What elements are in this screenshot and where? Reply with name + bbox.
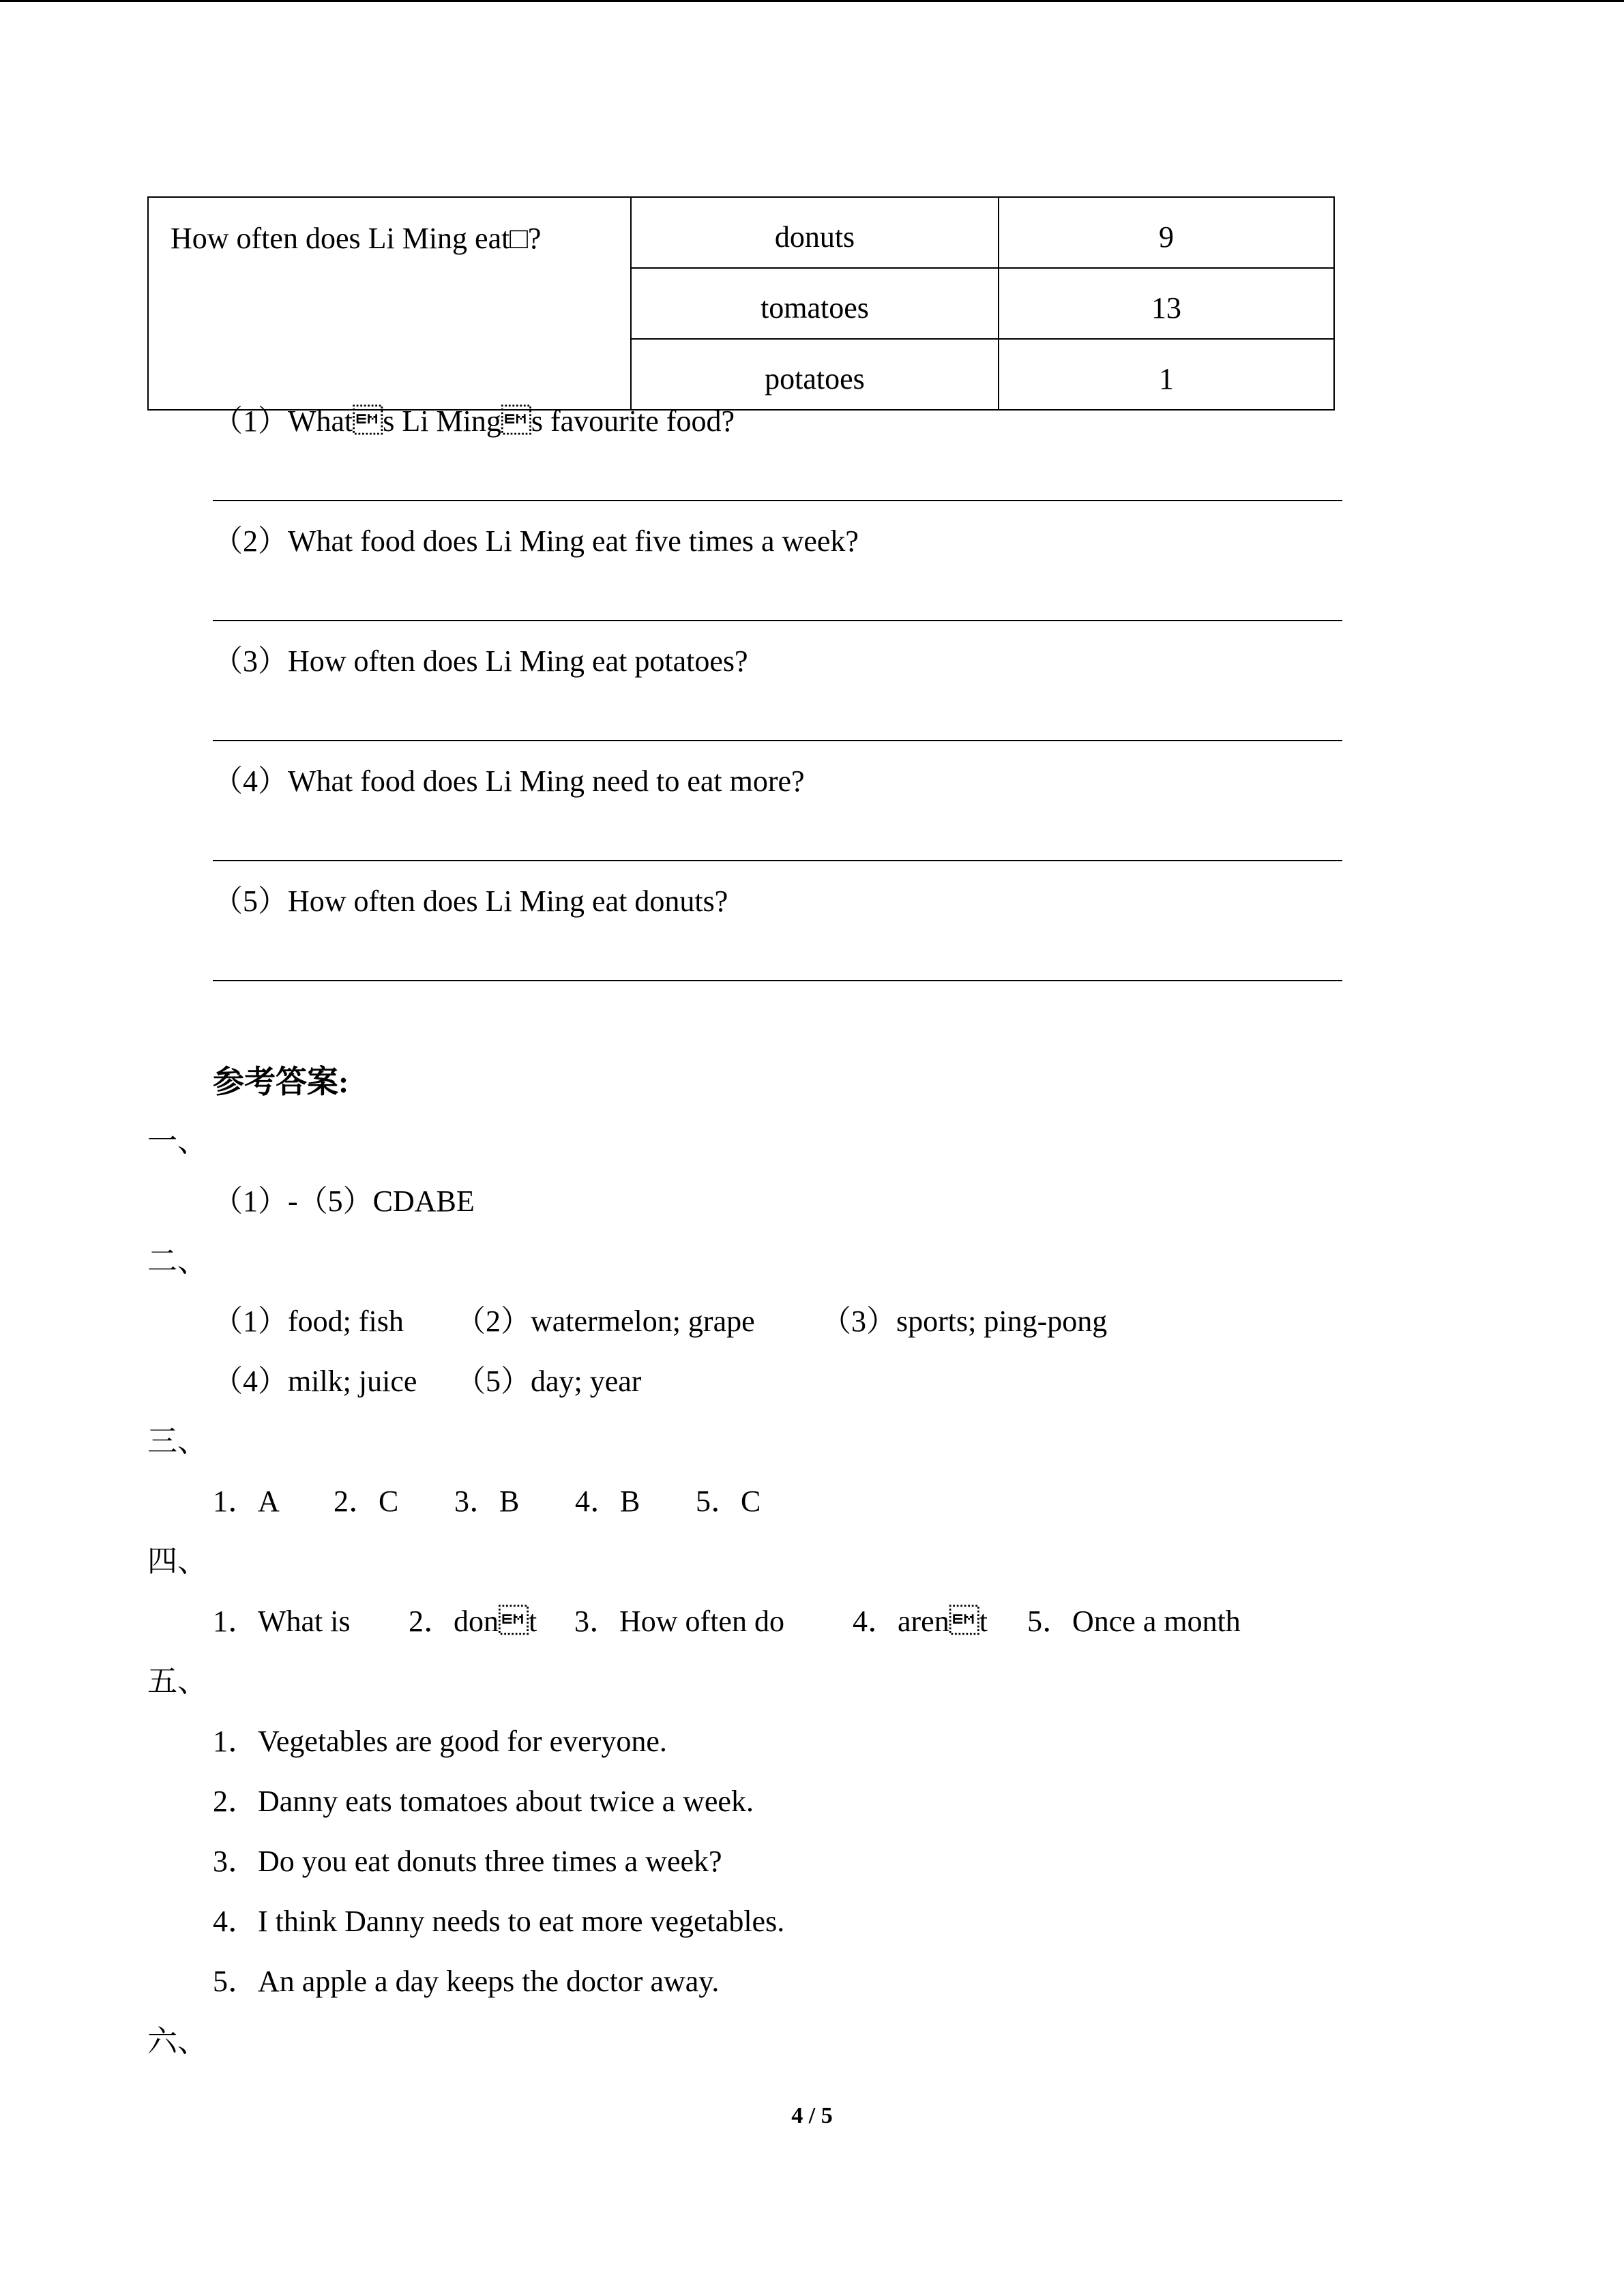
section-label-3: 三、: [147, 1425, 207, 1458]
answer-item: （1）food; fish: [213, 1304, 404, 1338]
section-label-1: 一、: [147, 1124, 207, 1158]
answer-item: （3）sports; ping-pong: [821, 1304, 1108, 1338]
answer-item: 4．B: [575, 1485, 640, 1518]
answer-item: 3．B: [454, 1485, 520, 1518]
section-label-6: 六、: [147, 2025, 207, 2058]
table-times-cell: 13: [999, 268, 1334, 339]
answer-item: 2．dont: [409, 1605, 537, 1638]
section-1-line: [213, 1184, 475, 1218]
answer-key-heading: 参考答案:: [213, 1064, 349, 1099]
page-top-border: [0, 0, 1624, 2]
page-number: 4 / 5: [791, 2103, 833, 2128]
answer-line-3[interactable]: [213, 740, 1342, 741]
question-3: （3）How often does Li Ming eat potatoes?: [213, 644, 748, 678]
answer-line-2[interactable]: [213, 620, 1342, 621]
answer-line-4[interactable]: [213, 860, 1342, 861]
answer-item: （1）-（5）CDABE: [213, 1184, 475, 1218]
table-food-cell: potatoes: [631, 339, 999, 410]
answer-item: 3．How often do: [574, 1605, 784, 1638]
answer-item: 2．C: [334, 1485, 399, 1518]
answer-item: 1．A: [213, 1485, 280, 1518]
table-food-cell: donuts: [631, 197, 999, 268]
section-5-line-5: [213, 1967, 719, 1997]
answer-item: 4．I think Danny needs to eat more vegetables.: [213, 1905, 785, 1938]
question-5: （5）How often does Li Ming eat donuts?: [213, 884, 728, 918]
table-row: [148, 197, 1334, 268]
answer-line-1[interactable]: [213, 500, 1342, 501]
answer-item: 4．arent: [853, 1605, 988, 1638]
section-5-line-4: [213, 1907, 784, 1937]
answer-item: 1．What is: [213, 1605, 351, 1638]
question-1: （1）Whats Li Mings favourite food?: [213, 404, 735, 438]
answer-item: 5．C: [696, 1485, 761, 1518]
section-5-line-1: [213, 1727, 667, 1757]
section-2-line-2: [213, 1367, 641, 1397]
answer-item: 2．Danny eats tomatoes about twice a week.: [213, 1785, 754, 1818]
question-2: （2）What food does Li Ming eat five times a week?: [213, 524, 859, 558]
answer-line-5[interactable]: [213, 980, 1342, 981]
answer-item: 1．Vegetables are good for everyone.: [213, 1725, 667, 1758]
answer-item: （5）day; year: [456, 1365, 642, 1398]
answer-item: （4）milk; juice: [213, 1365, 417, 1398]
food-frequency-table: [147, 196, 1335, 411]
answer-item: 3．Do you eat donuts three times a week?: [213, 1845, 722, 1878]
table-question-cell: How often does Li Ming eat□?: [148, 197, 631, 410]
section-3-line: [213, 1487, 761, 1517]
section-5-line-2: [213, 1787, 754, 1817]
table-food-cell: tomatoes: [631, 268, 999, 339]
section-4-line: [213, 1607, 1241, 1637]
question-4: （4）What food does Li Ming need to eat more?: [213, 764, 805, 798]
table-times-cell: 9: [999, 197, 1334, 268]
answer-item: （2）watermelon; grape: [456, 1304, 755, 1338]
section-label-5: 五、: [147, 1665, 207, 1698]
section-label-2: 二、: [147, 1244, 207, 1278]
answer-item: 5．An apple a day keeps the doctor away.: [213, 1965, 720, 1998]
section-label-4: 四、: [147, 1545, 207, 1578]
section-5-line-3: [213, 1847, 722, 1877]
section-2-line-1: [213, 1304, 1108, 1338]
table-times-cell: 1: [999, 339, 1334, 410]
answer-item: 5．Once a month: [1027, 1605, 1241, 1638]
